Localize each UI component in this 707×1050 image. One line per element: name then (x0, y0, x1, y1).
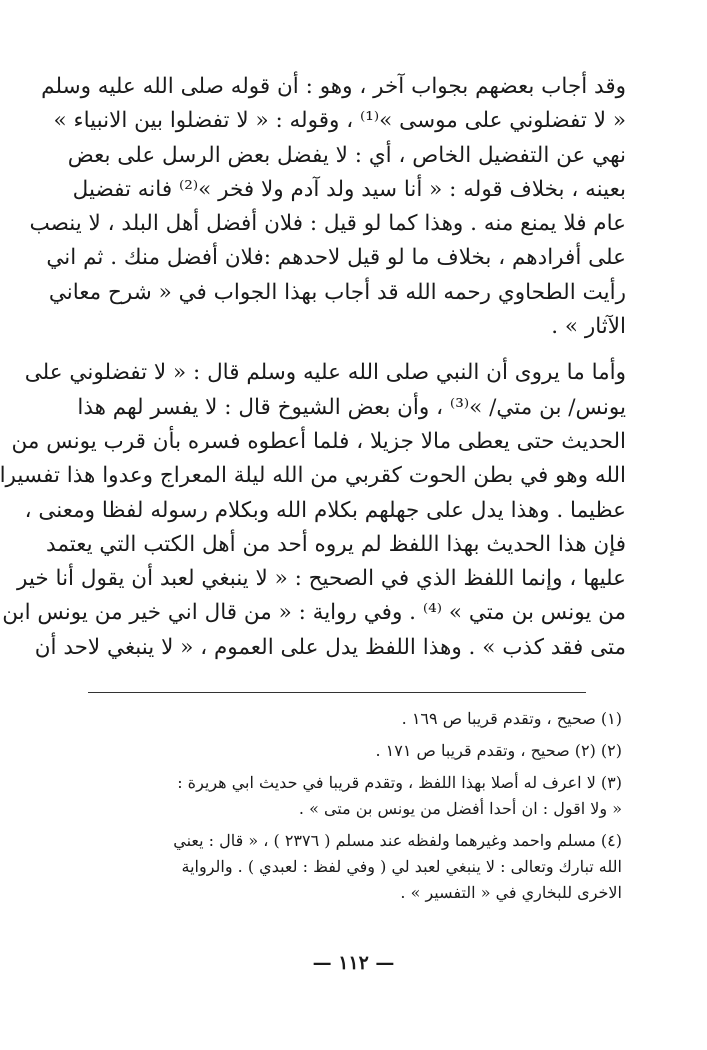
paragraph-2 (0, 356, 626, 665)
footnote-line: الله تبارك وتعالى : لا ينبغي لعبد لي ( وفي لفظ : لعبدي ) . والرواية (181, 857, 622, 876)
text-line: عام فلا يمنع منه . وهذا كما لو قيل : فلان أفضل أهل البلد ، لا ينصب (29, 211, 626, 237)
text-line: على أفرادهم ، بخلاف ما لو قيل لاحدهم :فلان أفضل منك . ثم اني (46, 245, 626, 271)
text-line: وقد أجاب بعضهم بجواب آخر ، وهو : أن قوله صلى الله عليه وسلم (41, 74, 626, 99)
text-line: « لا تفضلوني على موسى »⁽¹⁾ ، وقوله : « لا تفضلوا بين الانبياء » (53, 108, 626, 134)
text-line: وأما ما يروى أن النبي صلى الله عليه وسلم قال : « لا تفضلوني على (24, 360, 626, 386)
footnote-line: (١) صحيح ، وتقدم قريبا ص ١٦٩ . (401, 709, 622, 728)
paragraph-1 (29, 70, 626, 344)
text-line: نهي عن التفضيل الخاص ، أي : لا يفضل بعض الرسل على بعض (67, 142, 626, 168)
page-number: — ١١٢ — (312, 952, 395, 974)
footnote-divider (88, 692, 586, 693)
main-text-body (0, 70, 626, 665)
footnote-line: (٤) مسلم واحمد وغيرهما ولفظه عند مسلم ( ٢٣٧٦ ) ، « قال : يعني (173, 831, 622, 850)
text-line: عليها ، وإنما اللفظ الذي في الصحيح : « لا ينبغي لعبد أن يقول أنا خير (17, 566, 626, 592)
footnote-3 (70, 770, 622, 822)
text-line: الحديث حتى يعطى مالا جزيلا ، فلما أعطوه فسره بأن قرب يونس من (11, 428, 626, 454)
text-line: متى فقد كذب » . وهذا اللفظ يدل على العموم ، « لا ينبغي لاحد أن (34, 634, 626, 660)
text-line: الله وهو في بطن الحوت كقربي من الله ليلة المعراج وعدوا هذا تفسيرا (0, 463, 626, 489)
footnote-2 (70, 738, 622, 764)
footnote-1 (70, 706, 622, 732)
text-line: يونس/ بن متي/ »⁽³⁾ ، وأن بعض الشيوخ قال : لا يفسر لهم هذا (77, 394, 626, 420)
text-line: عظيما . وهذا يدل على جهلهم بكلام الله وبكلام رسوله لفظا ومعنى ، (24, 497, 626, 523)
text-line: بعينه ، بخلاف قوله : « أنا سيد ولد آدم ولا فخر »⁽²⁾ فانه تفضيل (72, 176, 626, 202)
text-line: من يونس بن متي » ⁽⁴⁾ . وفي رواية : « من قال اني خير من يونس ابن (2, 600, 626, 626)
text-line: فإن هذا الحديث بهذا اللفظ لم يروه أحد من أهل الكتب التي يعتمد (46, 531, 626, 557)
text-line: الآثار » . (551, 314, 626, 340)
footnote-4 (70, 828, 622, 906)
footnote-line: (٣) لا اعرف له أصلا بهذا اللفظ ، وتقدم قريبا في حديث ابي هريرة : (177, 773, 622, 792)
text-line: رأيت الطحاوي رحمه الله قد أجاب بهذا الجواب في « شرح معاني (48, 279, 626, 305)
footnotes (70, 706, 622, 912)
footnote-line: الاخرى للبخاري في « التفسير » . (400, 883, 622, 902)
footnote-line: (٢) (٢) صحيح ، وتقدم قريبا ص ١٧١ . (375, 741, 622, 760)
footnote-line: « ولا اقول : ان أحدا أفضل من يونس بن متى » . (298, 799, 622, 818)
